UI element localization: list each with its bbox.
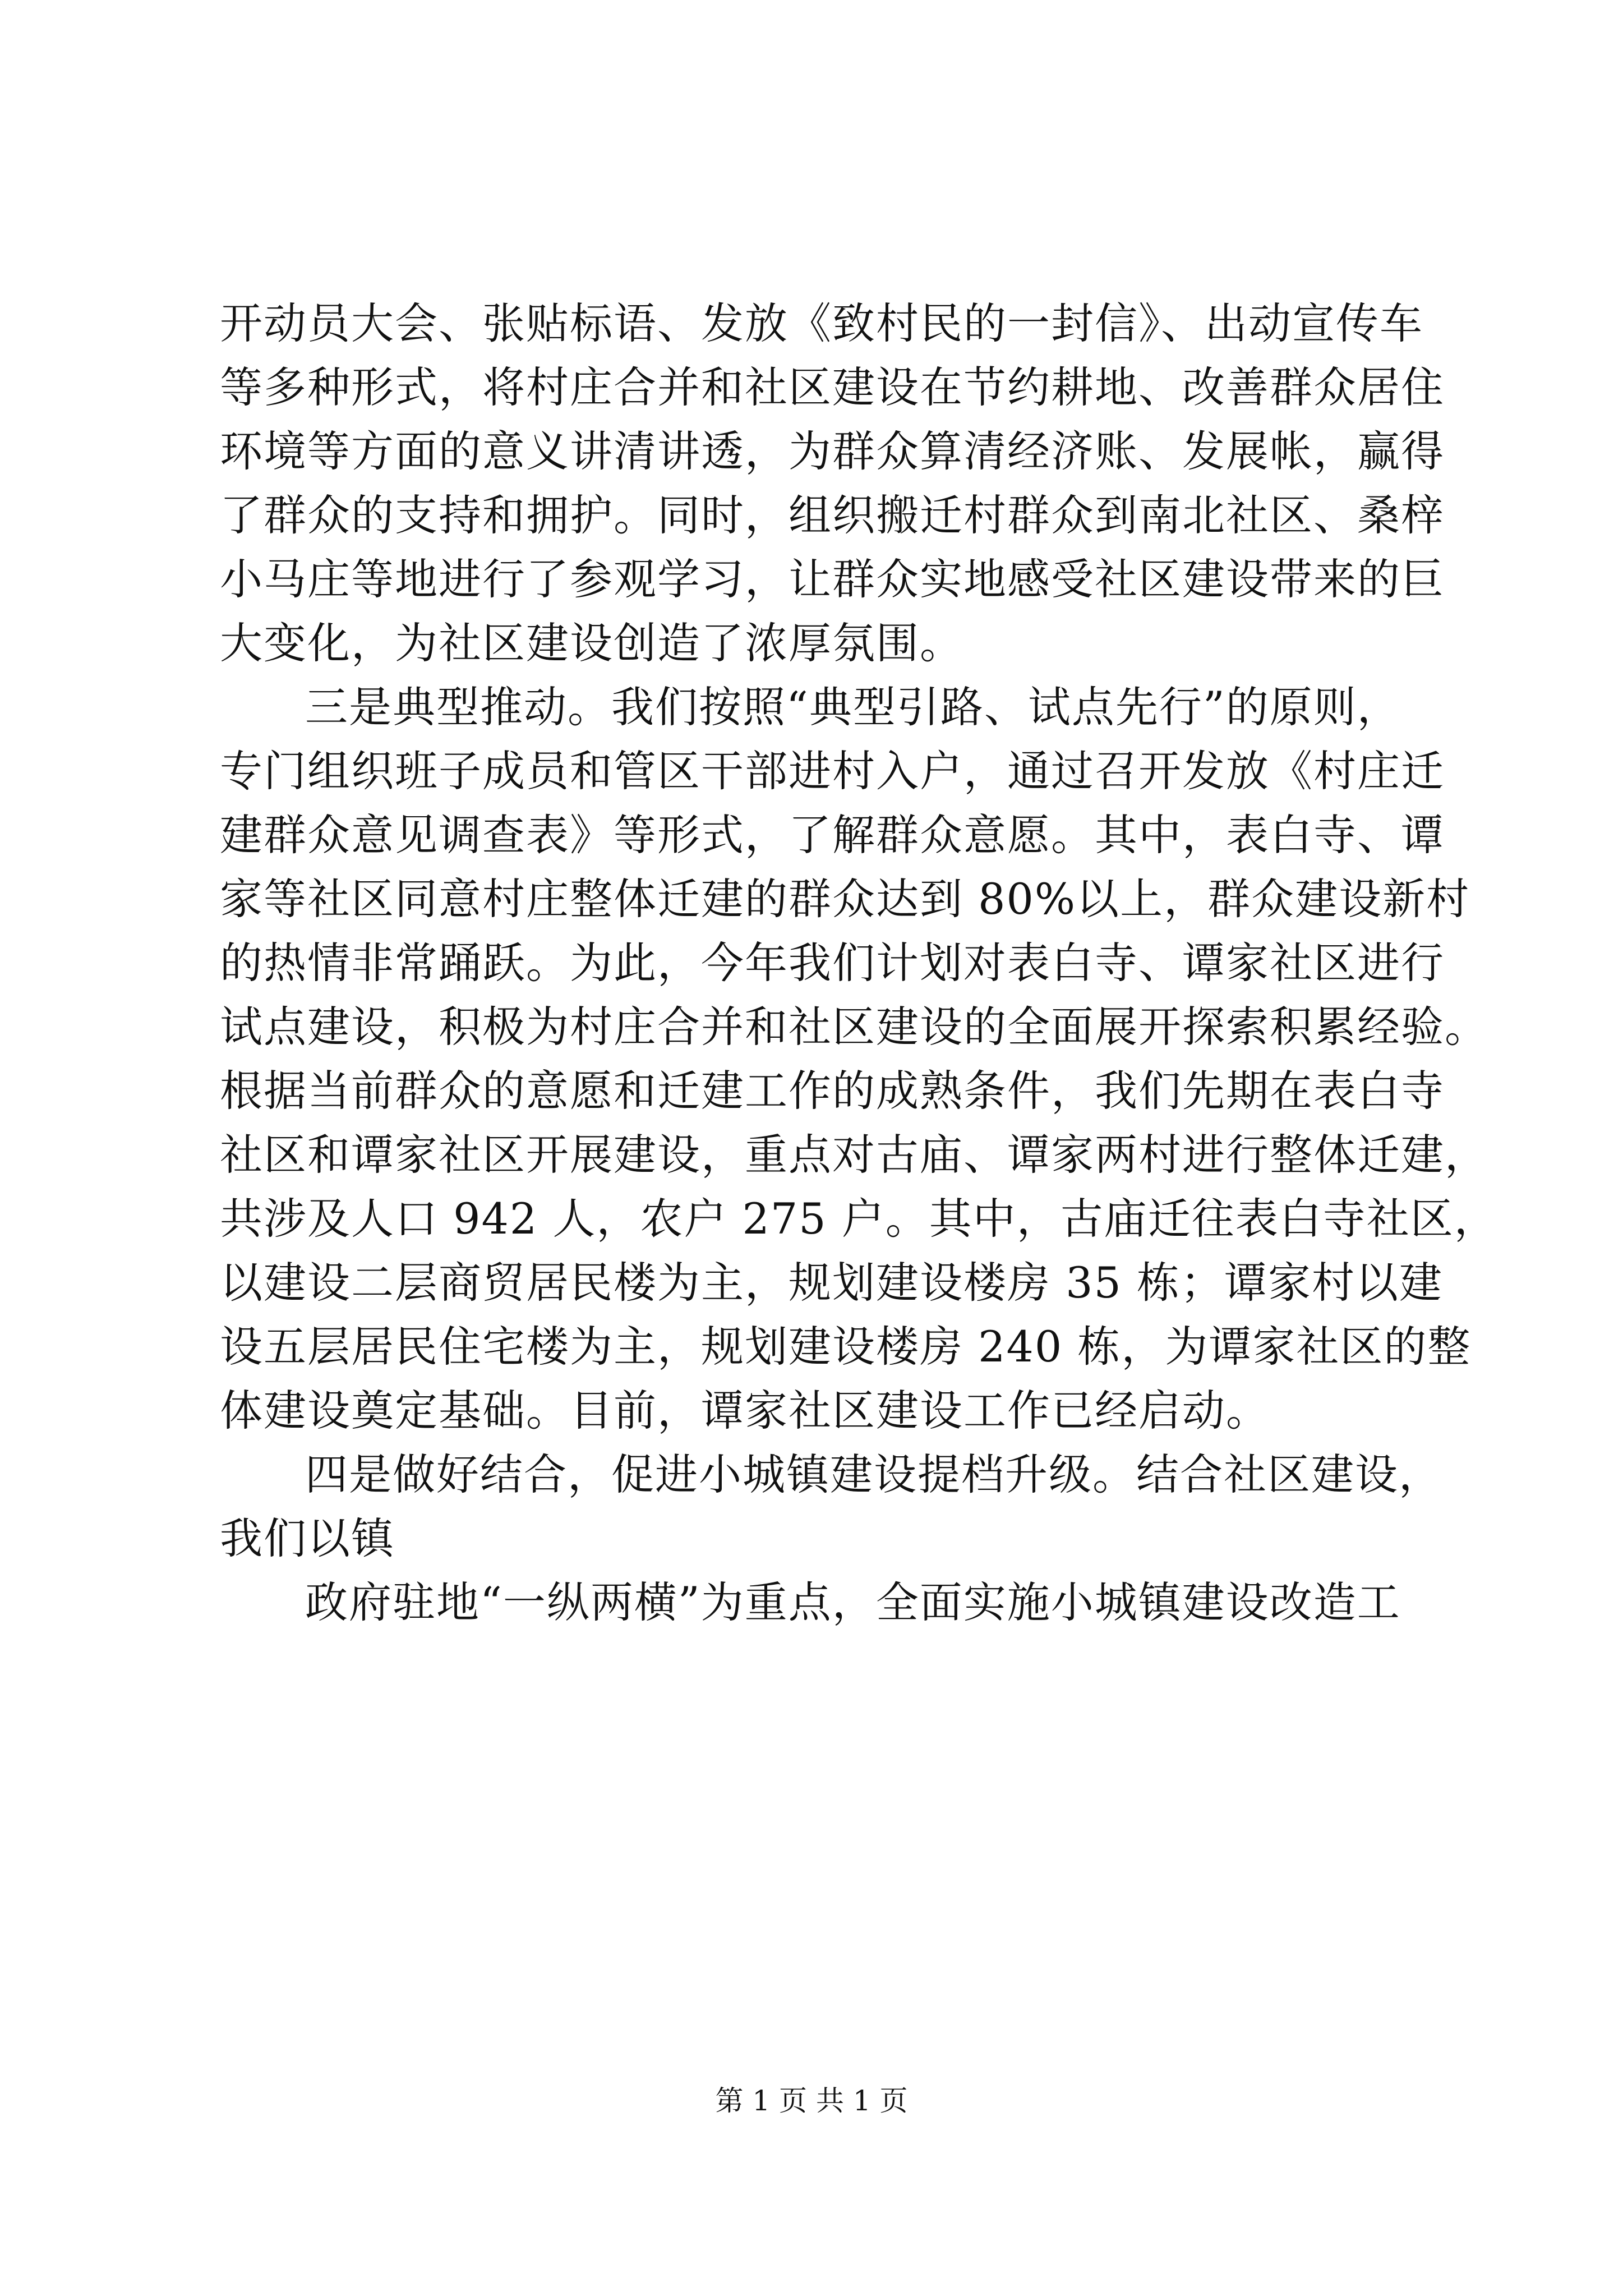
page-footer: 第 1 页 共 1 页 (715, 2085, 908, 2117)
paragraph-first-line: 政府驻地“一纵两横”为重点，全面实施小城镇建设改造工 (305, 1577, 1401, 1627)
text-line: 专门组织班子成员和管区干部进村入户，通过召开发放《村庄迁 (220, 746, 1445, 796)
text-line: 我们以镇 (220, 1513, 395, 1563)
text-line: 设五层居民住宅楼为主，规划建设楼房 240 栋，为谭家社区的整 (220, 1322, 1472, 1372)
text-line: 建群众意见调查表》等形式，了解群众意愿。其中，表白寺、谭 (220, 810, 1445, 860)
text-line: 大变化，为社区建设创造了浓厚氛围。 (220, 618, 963, 668)
body-text (220, 292, 1498, 1635)
text-line: 了群众的支持和拥护。同时，组织搬迁村群众到南北社区、桑梓 (220, 490, 1445, 540)
text-line: 等多种形式，将村庄合并和社区建设在节约耕地、改善群众居住 (220, 362, 1445, 412)
text-line: 小马庄等地进行了参观学习，让群众实地感受社区建设带来的巨 (220, 554, 1445, 604)
text-line: 以建设二层商贸居民楼为主，规划建设楼房 35 栋；谭家村以建 (220, 1258, 1444, 1308)
text-line: 家等社区同意村庄整体迁建的群众达到 80%以上，群众建设新村 (220, 874, 1470, 924)
text-line: 环境等方面的意义讲清讲透，为群众算清经济账、发展帐，赢得 (220, 426, 1445, 476)
text-line: 体建设奠定基础。目前，谭家社区建设工作已经启动。 (220, 1386, 1270, 1435)
paragraph-first-line: 四是做好结合，促进小城镇建设提档升级。结合社区建设， (305, 1450, 1442, 1499)
text-line: 开动员大会、张贴标语、发放《致村民的一封信》、出动宣传车 (220, 298, 1423, 348)
text-line: 社区和谭家社区开展建设，重点对古庙、谭家两村进行整体迁建， (220, 1130, 1488, 1180)
text-line: 试点建设，积极为村庄合并和社区建设的全面展开探索积累经验。 (220, 1002, 1488, 1052)
text-line: 根据当前群众的意愿和迁建工作的成熟条件，我们先期在表白寺 (220, 1066, 1445, 1116)
text-line: 的热情非常踊跃。为此，今年我们计划对表白寺、谭家社区进行 (220, 938, 1445, 988)
paragraph-first-line: 三是典型推动。我们按照“典型引路、试点先行”的原则， (305, 682, 1401, 732)
text-line: 共涉及人口 942 人，农户 275 户。其中，古庙迁往表白寺社区， (220, 1194, 1498, 1244)
